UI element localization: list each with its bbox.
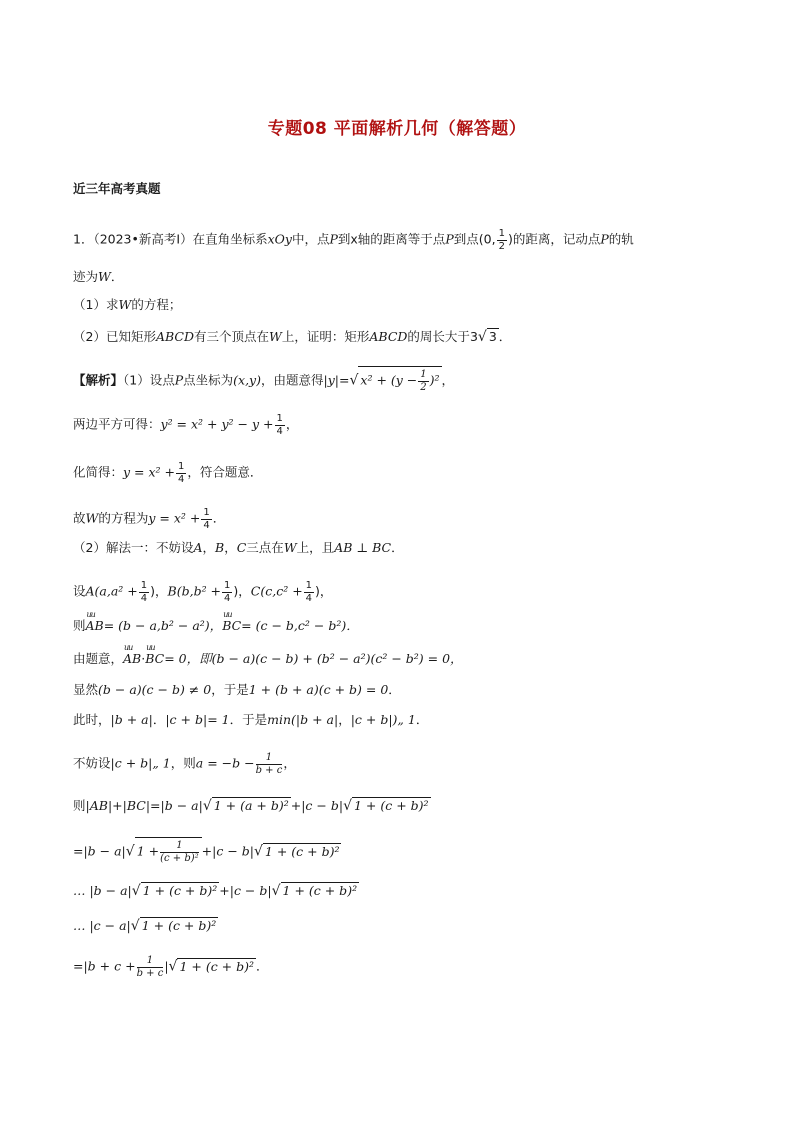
problem-text: 1．（2023•新高考Ⅰ）在直角坐标系: [73, 231, 268, 247]
solution-text: 上，且: [296, 540, 335, 555]
fraction: [176, 461, 186, 485]
fraction: [418, 369, 428, 393]
fraction: [222, 580, 232, 604]
solution-line-12: [73, 797, 431, 813]
radical-sign: √: [125, 843, 135, 860]
problem-text: ．: [498, 329, 512, 344]
vector: uu BC: [145, 653, 164, 666]
math: A: [193, 540, 203, 555]
numerator: 1: [305, 580, 313, 591]
numerator: 1: [160, 840, 199, 853]
math: ·: [141, 651, 146, 666]
problem-text: 的方程；: [131, 297, 182, 312]
math: P: [174, 372, 184, 388]
solution-text: 两边平方可得：: [73, 416, 161, 432]
math: |c + b|= 1: [165, 712, 230, 727]
math: |c + b|„ 1: [110, 755, 171, 771]
solution-line-2: [73, 413, 298, 437]
math: min(|b + a|: [267, 712, 339, 727]
math: = (b − a,b² − a²)，: [103, 618, 223, 633]
solution-line-11: [73, 752, 296, 776]
math: W: [118, 297, 132, 312]
math: |y|=: [323, 372, 350, 388]
problem-text: 中，点: [291, 231, 330, 247]
solution-text: ，: [285, 416, 299, 432]
problem-text: 迹为: [73, 269, 99, 284]
fraction: [201, 507, 211, 531]
solution-line-3: [73, 461, 262, 485]
solution-text: ．: [415, 712, 429, 727]
solution-text: 化简得：: [73, 464, 124, 480]
fraction: [304, 580, 314, 604]
denominator: 4: [140, 592, 148, 604]
solution-line-7: [73, 620, 359, 633]
denominator: 4: [224, 592, 231, 604]
radical-sign: √: [130, 918, 140, 934]
solution-text: 此时，: [73, 712, 111, 727]
solution-text: 则: [73, 618, 86, 633]
radicand: 1 + (c + b)²: [179, 958, 255, 974]
denominator: 2: [498, 240, 505, 252]
fraction: [256, 752, 283, 776]
problem-text: 的轨: [608, 231, 634, 247]
denominator: b + c: [136, 967, 164, 979]
solution-text: )，: [233, 583, 251, 599]
solution-line-1: [73, 366, 454, 393]
math: W: [85, 510, 99, 526]
problem-line-2: [73, 271, 123, 284]
solution-text: 三点在: [246, 540, 284, 555]
radical-sign: √: [349, 372, 359, 389]
math: +|c − b|: [290, 798, 344, 813]
vector: uu AB: [123, 653, 141, 666]
radicand: 1 + (a + b)²: [213, 798, 289, 813]
fraction: [139, 580, 149, 604]
problem-q2: [73, 328, 511, 344]
denominator: (c + b)²: [160, 852, 199, 864]
numerator: 1: [140, 580, 148, 591]
math: (b − a)(c − b) + (b² − a²)(c² − b²) = 0，: [211, 651, 463, 666]
math: 1 + (b + a)(c + b) = 0: [248, 682, 389, 697]
math: (b − a)(c − b) ≠ 0: [98, 682, 212, 697]
math: y = x² +: [123, 464, 176, 480]
section-heading: 近三年高考真题: [73, 181, 161, 196]
math: +|c − b|: [201, 843, 254, 859]
math: y = x² +: [148, 510, 201, 526]
solution-tag: 【解析】: [73, 372, 124, 388]
numerator: 1: [137, 955, 164, 968]
solution-text: ，: [441, 372, 455, 388]
solution-text: ，则: [170, 755, 196, 771]
radical-sign: √: [254, 843, 263, 860]
math: x: [350, 231, 358, 247]
math: =|b + c +: [73, 958, 136, 974]
solution-text: ，符合题意．: [187, 464, 263, 480]
math: W: [98, 269, 111, 284]
denominator: 2: [420, 381, 427, 393]
math: ABCD: [369, 329, 408, 344]
problem-text: 上，证明：矩形: [281, 329, 370, 344]
numerator: 1: [178, 461, 185, 472]
numerator: 1: [224, 580, 231, 591]
vector: uu AB: [86, 620, 104, 633]
problem-text: 到点: [453, 231, 479, 247]
problem-text: ．: [110, 269, 124, 284]
radicand: 1 + (c + b)²: [354, 798, 429, 813]
radical-sign: √: [202, 798, 212, 814]
solution-text: 不妨设: [73, 755, 111, 771]
solution-text: ．: [388, 682, 401, 697]
solution-line-14: [73, 882, 359, 898]
solution-text: ．: [212, 510, 226, 526]
solution-line-8: [73, 653, 463, 666]
denominator: 4: [276, 425, 283, 437]
math: 1 +: [136, 843, 160, 859]
radical-sign: √: [131, 883, 141, 899]
denominator: b + c: [255, 764, 283, 776]
solution-line-6: [73, 580, 332, 604]
radicand: 1 + (c + b)²: [282, 883, 358, 898]
numerator: 1: [203, 507, 210, 518]
solution-line-4: [73, 507, 225, 531]
solution-text: ，由题意得: [261, 372, 324, 388]
solution-text: ．: [152, 712, 166, 727]
radicand: 1 + (c + b)²: [264, 843, 340, 859]
problem-text: （1）求: [73, 297, 119, 312]
math: … |c − a|: [73, 918, 131, 933]
math: … |b − a|: [73, 883, 132, 898]
solution-text: ，: [338, 712, 351, 727]
solution-text: 则: [73, 798, 86, 813]
numerator: 1: [276, 413, 283, 424]
math: A(a,a² +: [85, 583, 138, 599]
page-title: 专题08 平面解析几何（解答题）: [267, 119, 527, 139]
solution-line-9: [73, 684, 401, 697]
solution-line-15: [73, 917, 218, 933]
radicand: 3: [488, 329, 497, 344]
solution-text: 由题意，: [73, 651, 124, 666]
radicand: [358, 366, 441, 393]
math: AB ⊥ BC: [334, 540, 392, 555]
fraction: [160, 840, 199, 864]
math: (0,: [478, 231, 496, 247]
math: B(b,b² +: [167, 583, 222, 599]
radicand: 1 + (c + b)²: [141, 918, 217, 933]
problem-text: （2）已知矩形: [73, 329, 156, 344]
problem-text: 到: [337, 231, 351, 247]
math: C(c,c² +: [250, 583, 303, 599]
solution-line-10: [73, 714, 428, 727]
denominator: 4: [305, 592, 313, 604]
solution-text: ，: [202, 540, 216, 555]
math: W: [283, 540, 297, 555]
vector: uu BC: [222, 620, 241, 633]
math: a = −b −: [195, 755, 255, 771]
problem-text: 有三个顶点在: [194, 329, 270, 344]
radicand: 1 + (c + b)²: [142, 883, 218, 898]
math: W: [269, 329, 282, 344]
numerator: 1: [256, 752, 283, 765]
solution-text: 的方程为: [98, 510, 149, 526]
solution-text: 设: [73, 583, 86, 599]
solution-text: )，: [315, 583, 333, 599]
math: y² = x² + y² − y +: [160, 416, 274, 432]
math: C: [236, 540, 247, 555]
solution-line-13: [73, 837, 341, 864]
math: |b + a|: [110, 712, 153, 727]
solution-text: ．: [256, 958, 269, 974]
denominator: 4: [203, 519, 210, 531]
solution-line-16: [73, 955, 269, 979]
solution-text: ，于是: [211, 682, 249, 697]
math: xOy: [267, 231, 292, 247]
solution-text: 点坐标为: [183, 372, 234, 388]
denominator: 4: [178, 473, 185, 485]
solution-text: （2）解法一：不妨设: [73, 540, 194, 555]
solution-text: ．: [391, 540, 404, 555]
math: |: [164, 958, 169, 974]
problem-q1: [73, 299, 181, 312]
solution-text: ，: [224, 540, 237, 555]
fraction: [137, 955, 164, 979]
solution-text: 显然: [73, 682, 99, 697]
math: ): [507, 231, 513, 247]
solution-line-5: [73, 542, 404, 555]
math: (x,y): [233, 372, 261, 388]
solution-text: ．于是: [229, 712, 268, 727]
math: )²: [429, 372, 440, 388]
math: |AB|+|BC|=|b − a|: [85, 798, 203, 813]
fraction: [497, 228, 507, 252]
radical-sign: √: [343, 798, 352, 814]
math: x² + (y −: [360, 372, 418, 388]
radicand: [135, 837, 202, 864]
math: |c + b|)„ 1: [350, 712, 416, 727]
math: P: [600, 231, 609, 247]
math: = (c − b,c² − b²)．: [241, 618, 359, 633]
math: B: [215, 540, 225, 555]
radical-sign: √: [271, 883, 281, 899]
numerator: 1: [498, 228, 505, 239]
math: ABCD: [155, 329, 194, 344]
numerator: 1: [420, 369, 427, 380]
solution-text: 故: [73, 510, 86, 526]
fraction: [275, 413, 285, 437]
problem-text: 的周长大于: [407, 329, 470, 344]
solution-text: )，: [150, 583, 168, 599]
math: P: [445, 231, 454, 247]
math: =|b − a|: [73, 843, 126, 859]
radical-sign: √: [168, 958, 178, 975]
problem-text: 轴的距离等于点: [357, 231, 446, 247]
math: P: [329, 231, 338, 247]
solution-text: ，: [283, 755, 296, 771]
solution-text: （1）设点: [123, 372, 175, 388]
problem-line-1: [73, 228, 634, 252]
radical-sign: √: [477, 329, 487, 345]
math: 3: [469, 329, 478, 344]
math: +|c − b|: [219, 883, 272, 898]
math: = 0，即: [164, 651, 212, 666]
problem-text: 的距离，记动点: [512, 231, 601, 247]
